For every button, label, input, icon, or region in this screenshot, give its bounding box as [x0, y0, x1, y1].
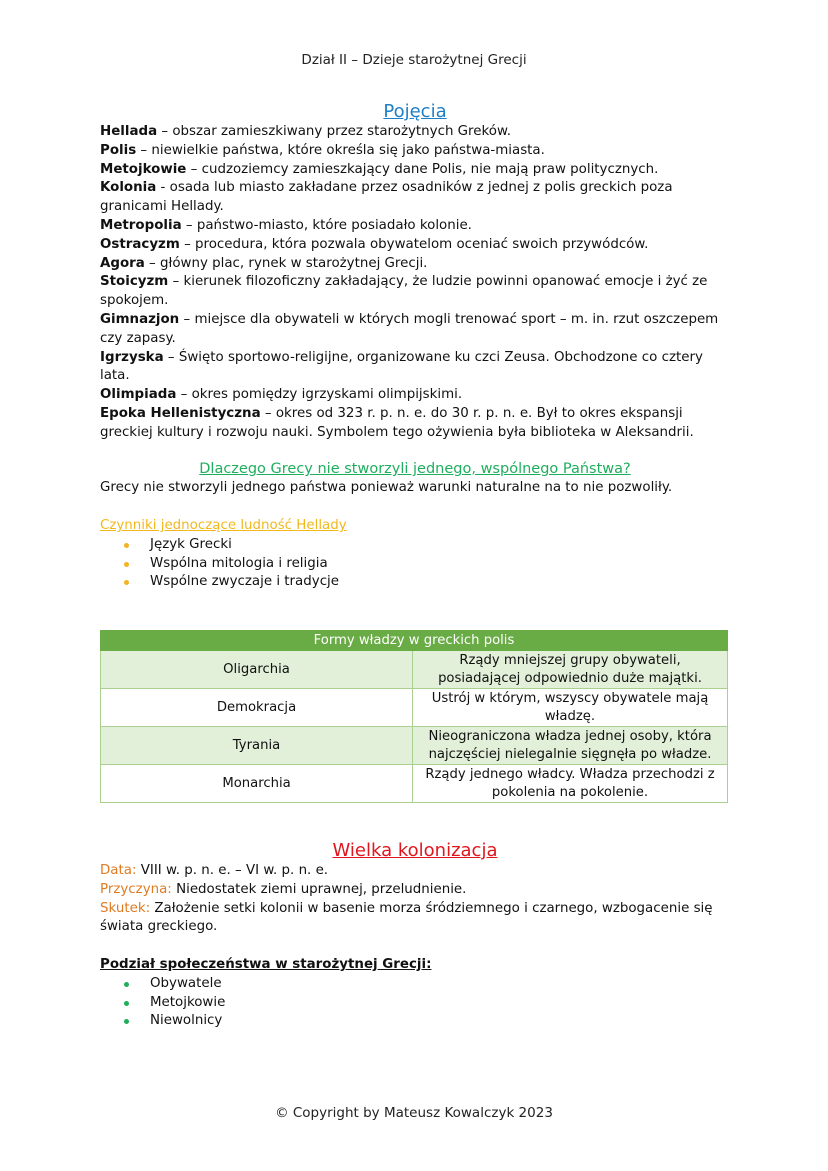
list-item-text: Język Grecki	[150, 536, 232, 552]
list-item-text: Niewolnicy	[150, 1013, 223, 1029]
cause-value: Niedostatek ziemi uprawnej, przeludnienie.	[171, 881, 467, 897]
concept-item	[100, 123, 730, 142]
concept-term: Polis	[100, 142, 137, 158]
concept-definition: osada lub miasto zakładane przez osadników z jednej z polis greckich poza granicami Hellady.	[100, 180, 673, 215]
unifying-factors-title: Czynniki jednoczące ludność Hellady	[100, 518, 347, 533]
concept-item	[100, 386, 730, 405]
concept-item	[100, 349, 730, 387]
copyright-footer: © Copyright by Mateusz Kowalczyk 2023	[275, 1105, 553, 1121]
concept-term: Metropolia	[100, 217, 182, 233]
concept-item	[100, 255, 730, 274]
form-description: Rządy mniejszej grupy obywateli, posiadającej odpowiednio duże majątki.	[413, 651, 728, 689]
list-item	[124, 573, 730, 592]
table-row	[101, 727, 728, 765]
concept-definition: państwo-miasto, które posiadało kolonie.	[196, 217, 472, 233]
list-item-text: Wspólne zwyczaje i tradycje	[150, 574, 340, 590]
form-name: Demokracja	[101, 689, 413, 727]
separator: –	[179, 311, 195, 327]
unifying-factors-section	[100, 517, 730, 592]
list-item	[124, 975, 730, 994]
separator: –	[157, 124, 173, 139]
colonization-title: Wielka kolonizacja	[332, 840, 498, 861]
separator: –	[168, 274, 184, 290]
separator: –	[260, 405, 276, 421]
concept-item	[100, 179, 730, 217]
concept-term: Gimnazjon	[100, 311, 180, 327]
form-name: Monarchia	[101, 765, 413, 803]
colonization-effect	[100, 900, 730, 938]
concept-definition: niewielkie państwa, które określa się jako państwa-miasta.	[151, 142, 545, 158]
concept-item	[100, 311, 730, 349]
form-name: Oligarchia	[101, 651, 413, 689]
list-item-text: Wspólna mitologia i religia	[150, 555, 328, 571]
colonization-cause	[100, 881, 730, 900]
concept-term: Hellada	[100, 124, 158, 139]
table-row	[101, 651, 728, 689]
concept-definition: Święto sportowo-religijne, organizowane ku czci Zeusa. Obchodzone co cztery lata.	[100, 349, 703, 384]
society-list	[100, 975, 730, 1031]
concept-definition: kierunek filozoficzny zakładający, że ludzie powinni opanować emocje i żyć ze spokojem.	[100, 274, 708, 309]
page-header: Dział II – Dzieje starożytnej Grecji	[301, 52, 527, 68]
list-item	[124, 555, 730, 574]
concept-definition: główny plac, rynek w starożytnej Grecji.	[160, 255, 428, 271]
concept-item	[100, 273, 730, 311]
concept-term: Agora	[100, 255, 145, 271]
bullet-icon	[124, 580, 129, 585]
concept-item	[100, 217, 730, 236]
date-value: VIII w. p. n. e. – VI w. p. n. e.	[136, 863, 329, 878]
concept-term: Stoicyzm	[100, 274, 169, 290]
form-description: Nieograniczona władza jednej osoby, która najczęściej nielegalnie sięgnęła po władze.	[413, 727, 728, 765]
list-item-text: Obywatele	[150, 975, 222, 991]
list-item	[124, 1012, 730, 1031]
bullet-icon	[124, 1019, 129, 1024]
list-item	[124, 536, 730, 555]
concept-term: Ostracyzm	[100, 236, 180, 252]
concept-definition: okres pomiędzy igrzyskami olimpijskimi.	[191, 387, 463, 403]
concept-term: Kolonia	[100, 180, 157, 196]
bullet-icon	[124, 562, 129, 567]
why-title: Dlaczego Grecy nie stworzyli jednego, wspólnego Państwa?	[199, 461, 631, 477]
concept-definition: miejsce dla obywateli w których mogli trenować sport – m. in. rzut oszczepem czy zapasy.	[100, 311, 719, 346]
forms-table-section	[100, 630, 730, 803]
concept-item	[100, 142, 730, 161]
concepts-title: Pojęcia	[383, 101, 447, 122]
unifying-factors-list	[100, 536, 730, 592]
table-header: Formy władzy w greckich polis	[101, 631, 728, 651]
bullet-icon	[124, 1001, 129, 1006]
cause-label: Przyczyna:	[100, 881, 172, 897]
concept-item	[100, 161, 730, 180]
concept-definition: cudzoziemcy zamieszkający dane Polis, nie mają praw politycznych.	[201, 161, 659, 177]
concept-term: Olimpiada	[100, 387, 177, 403]
concepts-section	[100, 101, 730, 443]
society-title: Podział społeczeństwa w starożytnej Grecji:	[100, 957, 432, 972]
form-description: Rządy jednego władcy. Władza przechodzi z pokolenia na pokolenie.	[413, 765, 728, 803]
bullet-icon	[124, 543, 129, 548]
separator: –	[179, 236, 196, 252]
concept-item	[100, 405, 730, 443]
colonization-date	[100, 862, 730, 881]
effect-value: Założenie setki kolonii w basenie morza śródziemnego i czarnego, wzbogacenie się świata greckiego.	[100, 900, 713, 935]
bullet-icon	[124, 982, 129, 987]
list-item-text: Metojkowie	[150, 994, 226, 1010]
concept-definition: obszar zamieszkiwany przez starożytnych Greków.	[172, 124, 511, 139]
separator: –	[181, 217, 197, 233]
separator: –	[176, 387, 192, 403]
forms-table	[100, 630, 728, 803]
concept-item	[100, 236, 730, 255]
concept-definition: procedura, która pozwala obywatelom oceniać swoich przywódców.	[195, 236, 649, 252]
table-row	[101, 689, 728, 727]
separator: –	[163, 349, 179, 365]
list-item	[124, 994, 730, 1013]
colonization-section	[100, 840, 730, 937]
society-section	[100, 956, 730, 1031]
why-section	[100, 460, 730, 498]
effect-label: Skutek:	[100, 900, 151, 916]
separator: –	[144, 255, 161, 271]
separator: –	[136, 142, 152, 158]
separator: –	[186, 161, 202, 177]
concept-definition: okres od 323 r. p. n. e. do 30 r. p. n. e. Był to okres ekspansji greckiej kultury i rozwoju nauki. Symbolem tego ożywienia była biblioteka w Aleksandrii.	[100, 405, 694, 440]
concept-term: Epoka Hellenistyczna	[100, 405, 261, 421]
separator: -	[156, 180, 170, 196]
concept-term: Igrzyska	[100, 349, 164, 365]
why-text: Grecy nie stworzyli jednego państwa ponieważ warunki naturalne na to nie pozwoliły.	[100, 479, 673, 495]
form-name: Tyrania	[101, 727, 413, 765]
table-row	[101, 765, 728, 803]
date-label: Data:	[100, 863, 137, 878]
form-description: Ustrój w którym, wszyscy obywatele mają władzę.	[413, 689, 728, 727]
concept-term: Metojkowie	[100, 161, 187, 177]
